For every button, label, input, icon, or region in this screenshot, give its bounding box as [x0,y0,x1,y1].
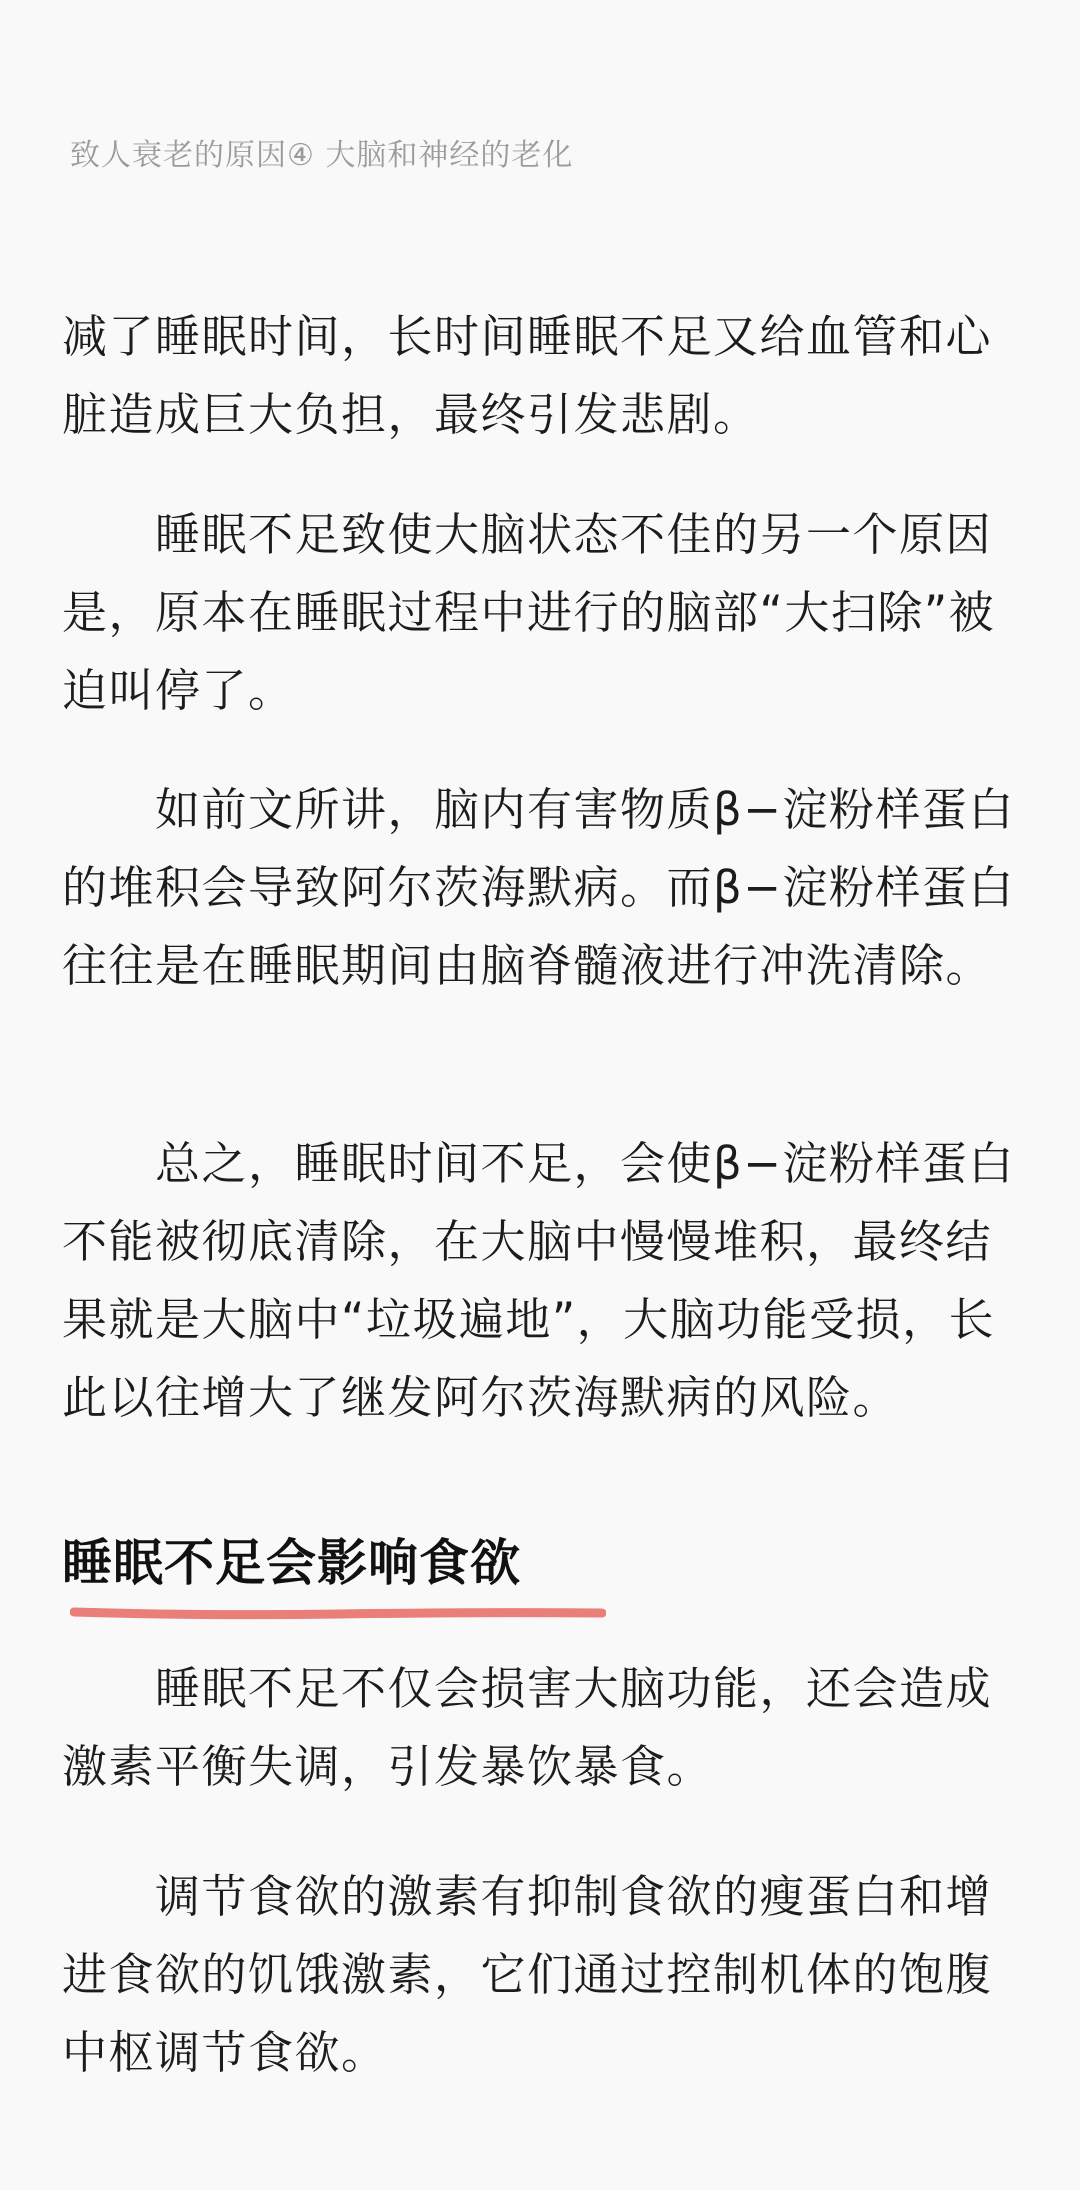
article-header: 致人衰老的原因④ 大脑和神经的老化 [70,138,574,173]
heading-underline [70,1606,606,1620]
section-paragraph-1: 睡眠不足不仅会损害大脑功能，还会造成激素平衡失调，引发暴饮暴食。 [62,1662,993,1793]
paragraph-1: 减了睡眠时间，长时间睡眠不足又给血管和心脏造成巨大负担，最终引发悲剧。 [62,310,993,441]
section-heading: 睡眠不足会影响食欲 [62,1534,521,1592]
paragraph-3: 如前文所讲，脑内有害物质β−淀粉样蛋白的堆积会导致阿尔茨海默病。而β−淀粉样蛋白往往是在睡眠期间由脑脊髓液进行冲洗清除。 [62,783,1015,992]
section-paragraph-2: 调节食欲的激素有抑制食欲的瘦蛋白和增进食欲的饥饿激素，它们通过控制机体的饱腹中枢调节食欲。 [62,1870,993,2079]
paragraph-2: 睡眠不足致使大脑状态不佳的另一个原因是，原本在睡眠过程中进行的脑部“大扫除”被迫叫停了。 [62,508,996,717]
paragraph-4: 总之，睡眠时间不足，会使β−淀粉样蛋白不能被彻底清除，在大脑中慢慢堆积，最终结果就是大脑中“垃圾遍地”，大脑功能受损，长此以往增大了继发阿尔茨海默病的风险。 [62,1137,1015,1424]
